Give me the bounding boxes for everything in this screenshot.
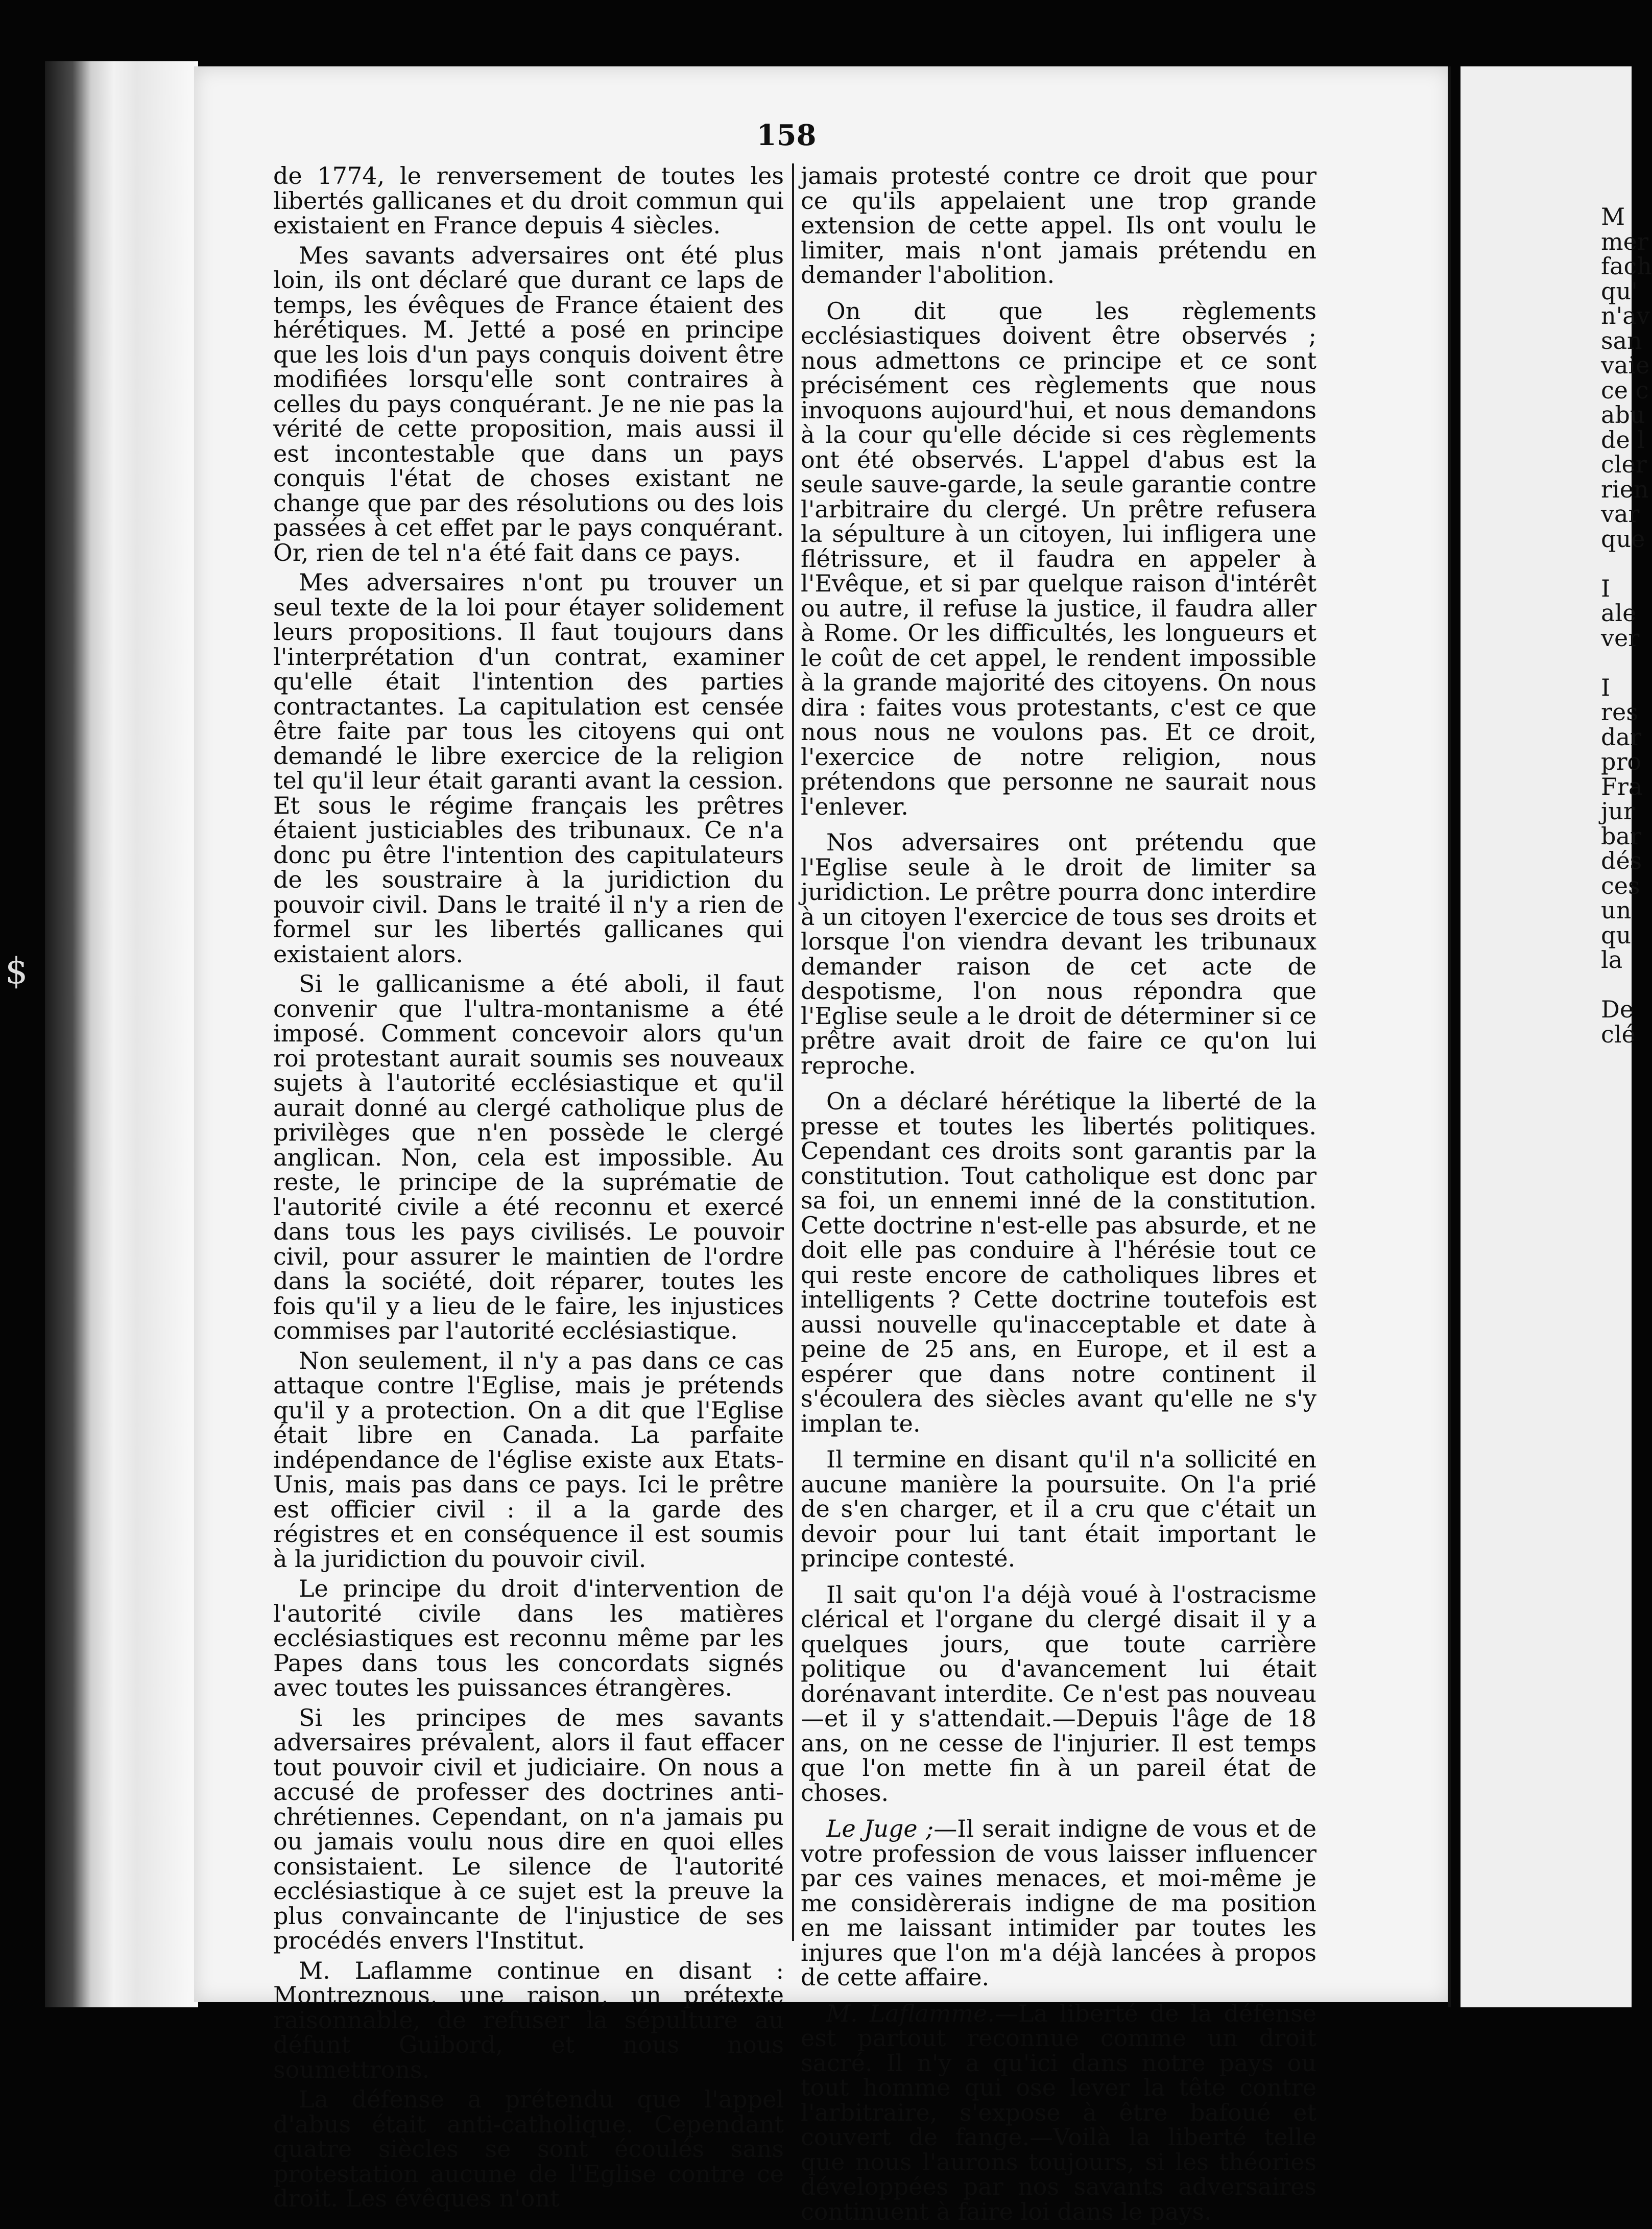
paragraph: Nos adversaires ont prétendu que l'Eglise seule à le droit de limiter sa juridiction. Le prêtre pourra donc interdire à un citoyen l'exercice de tous ses droits et lorsque l'on viendra devant les tribunaux demander raison de cet acte de despotisme, l'on nous répondra que l'Eglise seule a le droit de déterminer si ce prêtre avait droit de faire ce qu'on lui reproche. bbox=[801, 828, 1316, 1079]
left-column bbox=[273, 163, 784, 2216]
paragraph: Non seulement, il n'y a pas dans ce cas attaque contre l'Eglise, mais je prétends qu'il y a protection. On a dit que l'Eglise était libre en Canada. La parfaite indépendance de l'église existe aux Etats-Unis, mais pas dans ce pays. Ici le prêtre est officier civil : il a la garde des régistres et en conséquence il est soumis à la juridiction du pouvoir civil. bbox=[273, 1346, 784, 1573]
paragraph: Si les principes de mes savants adversaires prévalent, alors il faut effacer tout pouvoir civil et judiciaire. On nous a accusé de professer des doctrines anti-chrétiennes. Cependant, on n'a jamais pu ou jamais voulu nous dire en quoi elles consistaient. Le silence de l'autorité ecclésiastique à ce sujet est la preuve la plus convaincante de l'injustice de ses procédés envers l'Institut. bbox=[273, 1703, 784, 1954]
speaker-name: Le Juge ; bbox=[826, 1815, 934, 1842]
gutter-rule bbox=[1448, 66, 1451, 2007]
paragraph: Le principe du droit d'intervention de l'autorité civile dans les matières ecclésiastiques est reconnu même par les Papes dans tous les concordats signés avec toutes les puissances étrangères. bbox=[273, 1575, 784, 1701]
book-page-edges bbox=[45, 61, 198, 2007]
paragraph: jamais protesté contre ce droit que pour ce qu'ils appelaient une trop grande extension de cette appel. Ils ont voulu le limiter, mais n'ont jamais prétendu en demander l'abolition. bbox=[801, 162, 1316, 289]
speech-text: —La liberté de la défense est partout reconnue comme un droit sacré. Il n'y a qu'ici dans notre pays ou tout homme qui ose lever la tête contre l'arbitraire, s'expose à être bafoué et couvert de fange.—Voilà la liberté telle que nous l'aurons toujours, si les théories développées par nos savants adversaires continuent à faire loi dans le pays. bbox=[801, 1999, 1316, 2225]
speaker-name: M. Laflamme. bbox=[826, 1999, 995, 2027]
column-divider bbox=[792, 163, 794, 1941]
margin-mark: $ bbox=[5, 950, 28, 992]
paragraph: Mes savants adversaires ont été plus loin, ils ont déclaré que durant ce laps de temps, les évêques de France étaient des hérétiques. M. Jetté a posé en principe que les lois d'un pays conquis doivent être modifiées lorsqu'elle sont contraires à celles du pays conquérant. Je ne nie pas la vérité de cette proposition, mais aussi il est incontestable que dans un pays conquis l'état de choses existant ne change que par des résolutions ou des lois passées à cet effet par le pays conquérant. Or, rien de tel n'a été fait dans ce pays. bbox=[273, 241, 784, 566]
paragraph-juge bbox=[801, 1816, 1316, 1990]
paragraph-laflamme bbox=[801, 2001, 1316, 2224]
paragraph: On a déclaré hérétique la liberté de la presse et toutes les libertés politiques. Cependant ces droits sont garantis par la constitution. Tout catholique est donc par sa foi, un ennemi inné de la constitution. Cette doctrine n'est-elle pas absurde, et ne doit elle pas conduire à l'hérésie tout ce qui reste encore de catholiques libres et intelligents ? Cette doctrine toutefois est aussi nouvelle qu'inacceptable et date à peine de 25 ans, en Europe, et il est a espérer que dans notre continent il s'écoulera des siècles avant qu'elle ne s'y implan te. bbox=[801, 1087, 1316, 1437]
paragraph: Mes adversaires n'ont pu trouver un seul texte de la loi pour étayer solidement leurs propositions. Il faut toujours dans l'interprétation d'un contrat, examiner qu'elle était l'intention des parties contractantes. La capitulation est censée être faite par tous les citoyens qui ont demandé le libre exercice de la religion tel qu'il leur était garanti avant la cession. Et sous le régime français les prêtres étaient justiciables des tribunaux. Ce n'a donc pu être l'intention des capitulateurs de les soustraire à la juridiction du pouvoir civil. Dans le traité il n'y a rien de formel sur les libertés gallicanes qui existaient alors. bbox=[273, 568, 784, 968]
paragraph: de 1774, le renversement de toutes les libertés gallicanes et du droit commun qui existaient en France depuis 4 siècles. bbox=[273, 162, 784, 239]
paragraph: M. Laflamme continue en disant : Montreznous, une raison, un prétexte raisonnable, de refuser la sépulture au défunt Guibord, et nous nous soumettrons. bbox=[273, 1956, 784, 2083]
paragraph: Il termine en disant qu'il n'a sollicité en aucune manière la poursuite. On l'a prié de s'en charger, et il a cru que c'était un devoir pour lui tant était important le principe contesté. bbox=[801, 1445, 1316, 1572]
paragraph: Si le gallicanisme a été aboli, il faut convenir que l'ultra-montanisme a été imposé. Comment concevoir alors qu'un roi protestant aurait soumis ses nouveaux sujets à l'autorité ecclésiastique et qu'il aurait donné au clergé catholique plus de privilèges que n'en possède le clergé anglican. Non, cela est impossible. Au reste, le principe de la suprématie de l'autorité civile a été reconnu et exercé dans tous les pays civilisés. Le pouvoir civil, pour assurer le maintien de l'ordre dans la société, doit réparer, toutes les fois qu'il y a lieu de le faire, les injustices commises par l'autorité ecclésiastique. bbox=[273, 970, 784, 1344]
speech-text: —Il serait indigne de vous et de votre profession de vous laisser influencer par ces vaines menaces, et moi-même je me considèrerais indigne de ma position en me laissant intimider par toutes les injures que l'on m'a déjà lancées à propos de cette affaire. bbox=[801, 1815, 1316, 1991]
right-column bbox=[801, 163, 1316, 2229]
paragraph: La défense a prétendu que l'appel d'abus était anti-catholique. Cependant quatre siècles se sont écoulés sans protestation aucune de l'Eglise contre ce droit. Les évêques n'ont bbox=[273, 2085, 784, 2212]
next-page-fragment: M mer fach qu' n'av san vaie ce c abu de l cler rien var que I ale ver I res dar pro Fra jur bar dés ces un qu la De clé bbox=[1601, 203, 1652, 1048]
paragraph: Il sait qu'on l'a déjà voué à l'ostracisme clérical et l'organe du clergé disait il y a quelques jours, que toute carrière politique ou d'avancement lui était dorénavant interdite. Ce n'est pas nouveau—et il y s'attendait.—Depuis l'âge de 18 ans, on ne cesse de l'injurier. Il est temps que l'on mette fin à un pareil état de choses. bbox=[801, 1580, 1316, 1807]
page-number: 158 bbox=[756, 118, 817, 152]
paragraph: On dit que les règlements ecclésiastiques doivent être observés ; nous admettons ce principe et ce sont précisément ces règlements que nous invoquons aujourd'hui, et nous demandons à la cour qu'elle décide si ces règlements ont été observés. L'appel d'abus est la seule sauve-garde, la seule garantie contre l'arbitraire du clergé. Un prêtre refusera la sépulture à un citoyen, lui infligera une flétrissure, et il faudra en appeler à l'Evêque, et si par quelque raison d'intérêt ou autre, il refuse la justice, il faudra aller à Rome. Or les difficultés, les longueurs et le coût de cet appel, le rendent impossible à la grande majorité des citoyens. On nous dira : faites vous protestants, c'est ce que nous nous ne voulons pas. Et ce droit, l'exercice de notre religion, nous prétendons que personne ne saurait nous l'enlever. bbox=[801, 297, 1316, 820]
